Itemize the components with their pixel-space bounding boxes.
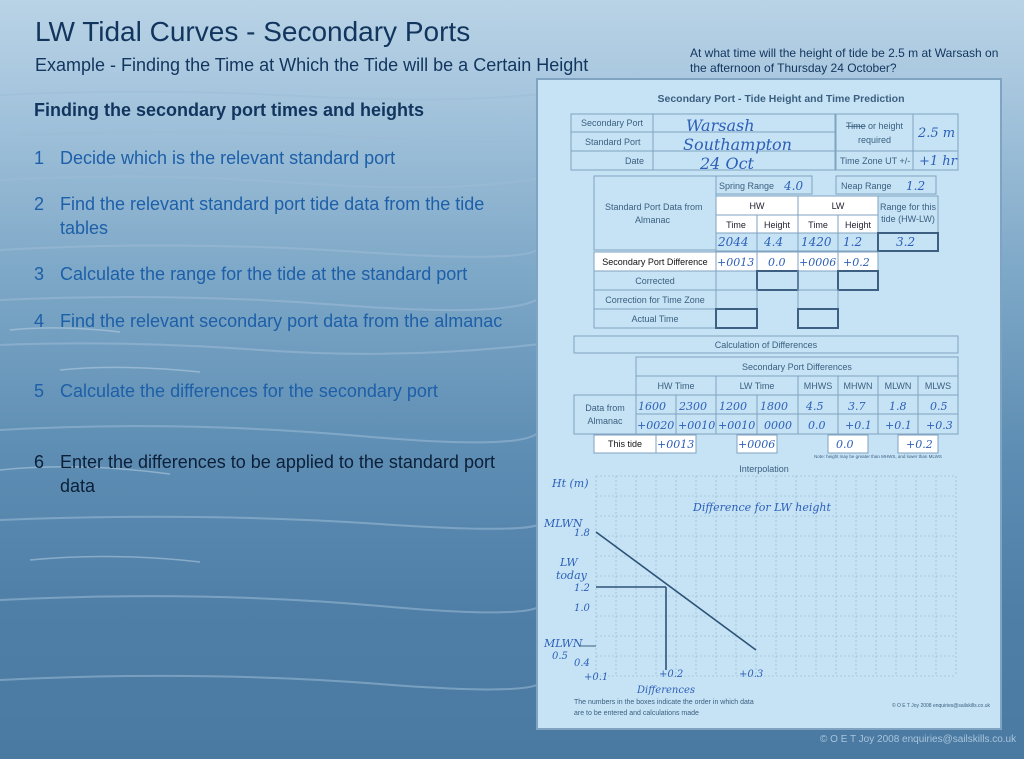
- step-number: 4: [34, 311, 45, 331]
- this-tide-lw-time: +0006: [738, 438, 776, 451]
- hw-time-value: 2044: [718, 235, 749, 249]
- range-label-2: tide (HW-LW): [881, 214, 935, 224]
- lw-label: LW: [831, 201, 845, 211]
- sec-diff-label: Secondary Port Difference: [602, 257, 708, 267]
- col-lw-time: LW Time: [739, 381, 775, 391]
- almanac-row2-cell: 0000: [764, 419, 792, 432]
- almanac-row2-cell: +0.1: [845, 419, 872, 432]
- hw-height-value: 4.4: [764, 235, 784, 249]
- graph-title: Difference for LW height: [693, 501, 831, 514]
- page-subtitle: Example - Finding the Time at Which the Tide will be a Certain Height: [35, 55, 589, 75]
- sec-port-diffs-label: Secondary Port Differences: [742, 362, 852, 372]
- secondary-port-value: Warsash: [686, 116, 755, 135]
- tick-0-4: 0.4: [574, 658, 590, 669]
- almanac-row2-cell: +0010: [718, 419, 756, 432]
- step-number: 6: [34, 452, 45, 472]
- x-tick-0-2: +0.2: [659, 669, 684, 680]
- almanac-row2-cell: +0.3: [926, 419, 953, 432]
- step-number: 2: [34, 194, 45, 214]
- hw-height-header: Height: [763, 220, 791, 230]
- secondary-port-label: Secondary Port: [581, 118, 644, 128]
- almanac-row2-cell: +0010: [678, 419, 716, 432]
- almanac-row1-cell: 0.5: [930, 400, 948, 413]
- lw-time-header: Time: [808, 220, 828, 230]
- step-text: Decide which is the relevant standard port: [60, 148, 396, 168]
- time-zone-value: +1 hr: [919, 154, 957, 169]
- tidal-prediction-form: [536, 78, 1002, 730]
- almanac-row1-cell: 1600: [638, 400, 666, 413]
- calc-label: Calculation of Differences: [714, 340, 818, 350]
- question-text: At what time will the height of tide be 2.5 m at Warsash on the afternoon of Thursday 24 October?: [690, 46, 999, 75]
- actual-time-label: Actual Time: [631, 314, 679, 324]
- this-tide-label: This tide: [607, 439, 643, 449]
- footer-line-2: are to be entered and calculations made: [574, 710, 699, 717]
- almanac-row2-cell: +0020: [637, 419, 675, 432]
- height-required-label-2: required: [858, 135, 892, 145]
- tick-1-0: 1.0: [574, 603, 590, 614]
- lw-height-value: 1.2: [843, 235, 863, 249]
- spring-range-value: 4.0: [784, 179, 804, 193]
- std-port-data-label-2: Almanac: [635, 215, 671, 225]
- copyright-text: © O E T Joy 2008 enquiries@sailskills.co.uk: [820, 734, 1017, 745]
- mlwn-bottom-label: MLWN: [544, 637, 583, 650]
- mlwn-top-label: MLWN: [544, 517, 583, 530]
- standard-port-label: Standard Port: [585, 137, 641, 147]
- almanac-row2-cell: 0.0: [808, 419, 826, 432]
- sec-diff-hw-height: 0.0: [768, 256, 786, 269]
- time-zone-label: Time Zone UT +/-: [840, 156, 911, 166]
- x-axis-label: Differences: [637, 685, 696, 696]
- step-text: Calculate the range for the tide at the standard port: [60, 264, 468, 284]
- step-text: Calculate the differences for the secondary port: [60, 381, 438, 401]
- col-mlws: MLWS: [924, 381, 952, 391]
- step-text: Find the relevant secondary port data from the almanac: [60, 311, 503, 331]
- lw-time-value: 1420: [801, 235, 832, 249]
- sec-diff-hw-time: +0013: [717, 256, 755, 269]
- data-from-label-1: Data from: [585, 403, 625, 413]
- step-number: 3: [34, 264, 45, 284]
- note-text: Note: height may be greater than MHWS, and lower than MLWS: [814, 454, 942, 459]
- standard-port-value: Southampton: [683, 135, 792, 154]
- lw-today-label-1: LW: [560, 556, 578, 569]
- almanac-row1-cell: 3.7: [848, 400, 866, 413]
- footer-line-1: The numbers in the boxes indicate the order in which data: [574, 699, 754, 706]
- correction-tz-label: Correction for Time Zone: [605, 295, 705, 305]
- form-drawing: [538, 80, 1000, 728]
- time-struck: Time: [846, 121, 866, 131]
- lw-height-header: Height: [844, 220, 872, 230]
- step-number: 1: [34, 148, 45, 168]
- graph-y-label: Ht (m): [552, 477, 589, 490]
- data-from-label-2: Almanac: [587, 416, 623, 426]
- x-tick-0-3: +0.3: [739, 669, 764, 680]
- range-label-1: Range for this: [879, 202, 937, 212]
- tick-1-2: 1.2: [574, 583, 590, 594]
- this-tide-hw-height: 0.0: [836, 438, 854, 451]
- step-text: Find the relevant standard port tide data from the tide tables: [60, 194, 485, 238]
- almanac-row1-cell: 1200: [719, 400, 747, 413]
- lw-today-label-2: today: [556, 569, 587, 582]
- almanac-row1-cell: 1.8: [889, 400, 907, 413]
- neap-range-label: Neap Range: [841, 181, 892, 191]
- sec-diff-lw-time: +0006: [799, 256, 837, 269]
- tick-0-5: 0.5: [552, 651, 568, 662]
- date-value: 24 Oct: [700, 154, 754, 173]
- almanac-row1-cell: 2300: [679, 400, 707, 413]
- range-value: 3.2: [896, 235, 916, 249]
- spring-range-label: Spring Range: [719, 181, 775, 191]
- this-tide-lw-height: +0.2: [906, 438, 933, 451]
- hw-time-header: Time: [726, 220, 746, 230]
- date-label: Date: [625, 156, 645, 166]
- corrected-label: Corrected: [635, 276, 675, 286]
- step-text: Enter the differences to be applied to the standard port data: [60, 452, 495, 496]
- tick-1-8: 1.8: [574, 528, 590, 539]
- this-tide-hw-time: +0013: [657, 438, 695, 451]
- col-hw-time: HW Time: [657, 381, 695, 391]
- step-number: 5: [34, 381, 45, 401]
- interpolation-label: Interpolation: [739, 464, 789, 474]
- form-title: Secondary Port - Tide Height and Time Prediction: [657, 93, 905, 105]
- form-copyright: © O E T Joy 2008 enquiries@sailskills.co.uk: [891, 703, 990, 709]
- col-mlwn: MLWN: [884, 381, 912, 391]
- x-tick-0-1: +0.1: [584, 672, 609, 683]
- col-mhws: MHWS: [803, 381, 833, 391]
- neap-range-value: 1.2: [906, 179, 926, 193]
- height-required-label-1: or height: [868, 121, 904, 131]
- std-port-data-label-1: Standard Port Data from: [605, 202, 703, 212]
- height-required-value: 2.5 m: [918, 126, 956, 141]
- hw-label: HW: [749, 201, 765, 211]
- section-heading: Finding the secondary port times and heights: [34, 100, 425, 120]
- col-mhwn: MHWN: [843, 381, 873, 391]
- almanac-row2-cell: +0.1: [885, 419, 912, 432]
- almanac-row1-cell: 1800: [760, 400, 788, 413]
- almanac-row1-cell: 4.5: [806, 400, 824, 413]
- sec-diff-lw-height: +0.2: [843, 256, 870, 269]
- page-title: LW Tidal Curves - Secondary Ports: [35, 16, 471, 47]
